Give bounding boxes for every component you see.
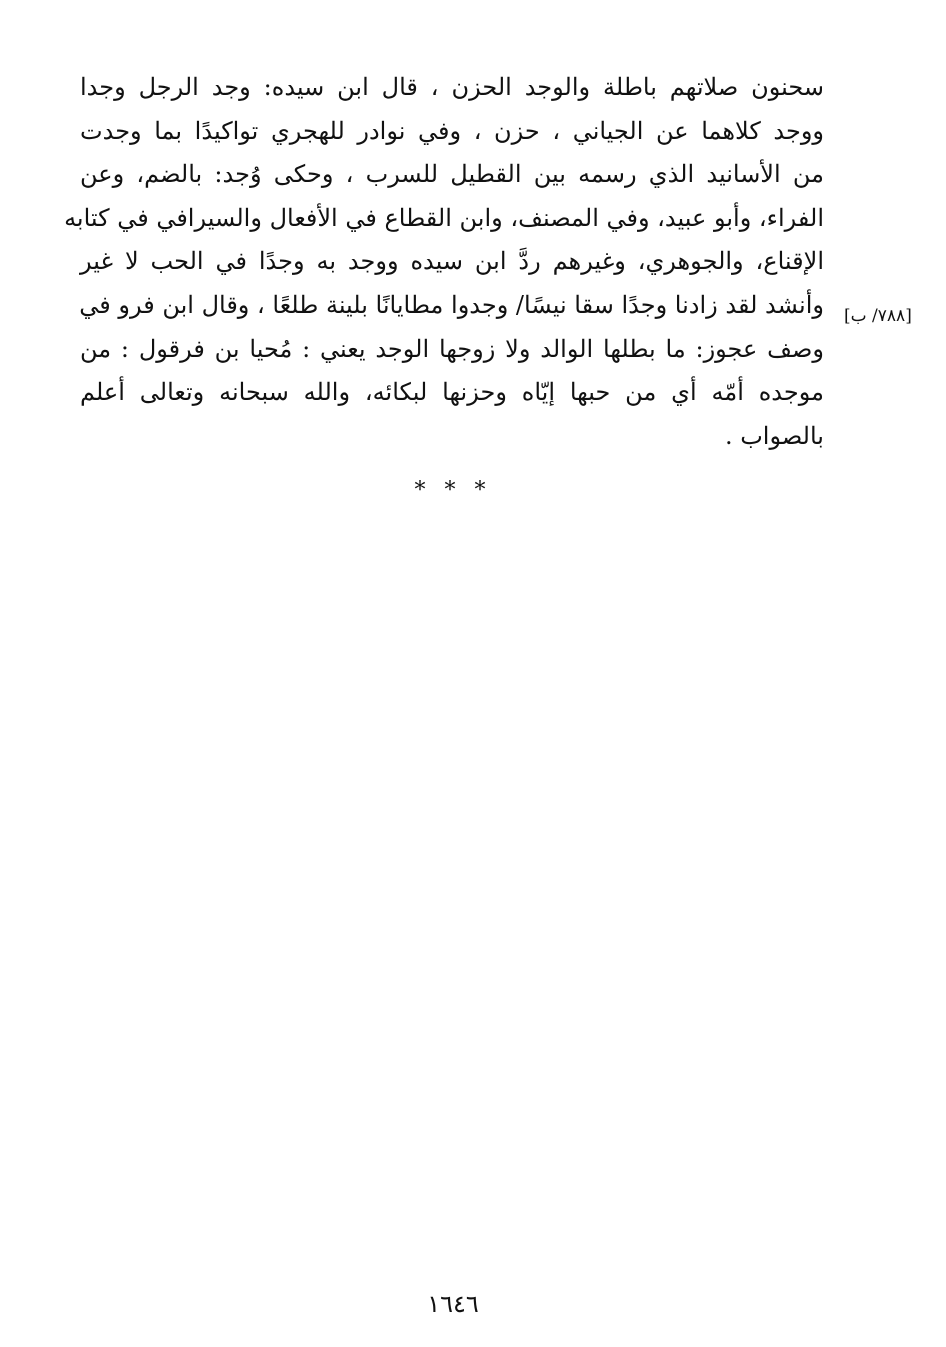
text-line-5: الإقناع، والجوهري، وغيرهم ردَّ ابن سيده ووجد به وجدًا في الحب لا غير [80,247,824,276]
manuscript-folio-marker: [٧٨٨/ ب] [844,306,912,326]
text-line-6: وأنشد لقد زادنا وجدًا سقا نيسًا/ وجدوا مطايانًا بلينة طلعًا ، وقال ابن فرو في [79,290,824,319]
text-line-8: موجده أمّه أي من حبها إيّاه وحزنها لبكائه، والله سبحانه وتعالى أعلم [80,378,824,407]
text-line-7: وصف عجوز: ما بطلها الوالد ولا زوجها الوجد يعني : مُحيا بن فرقول : من [80,334,824,363]
text-line-9: بالصواب . [724,421,824,450]
section-separator: * * * [414,478,492,503]
main-text-block [64,66,824,458]
text-line-1: سحنون صلاتهم باطلة والوجد الحزن ، قال ابن سيده: وجد الرجل وجدا [80,73,824,101]
text-line-4: الفراء، وأبو عبيد، وفي المصنف، وابن القطاع في الأفعال والسيرافي في كتابه [64,203,824,232]
text-line-3: من الأسانيد الذي رسمه بين القطيل للسرب ، وحكى وُجد: بالضم، وعن [80,160,824,189]
text-line-2: ووجد كلاهما عن الجياني ، حزن ، وفي نوادر للهجري تواكيدًا بما وجدت [80,116,824,145]
page-number: ١٦٤٦ [427,1290,479,1318]
